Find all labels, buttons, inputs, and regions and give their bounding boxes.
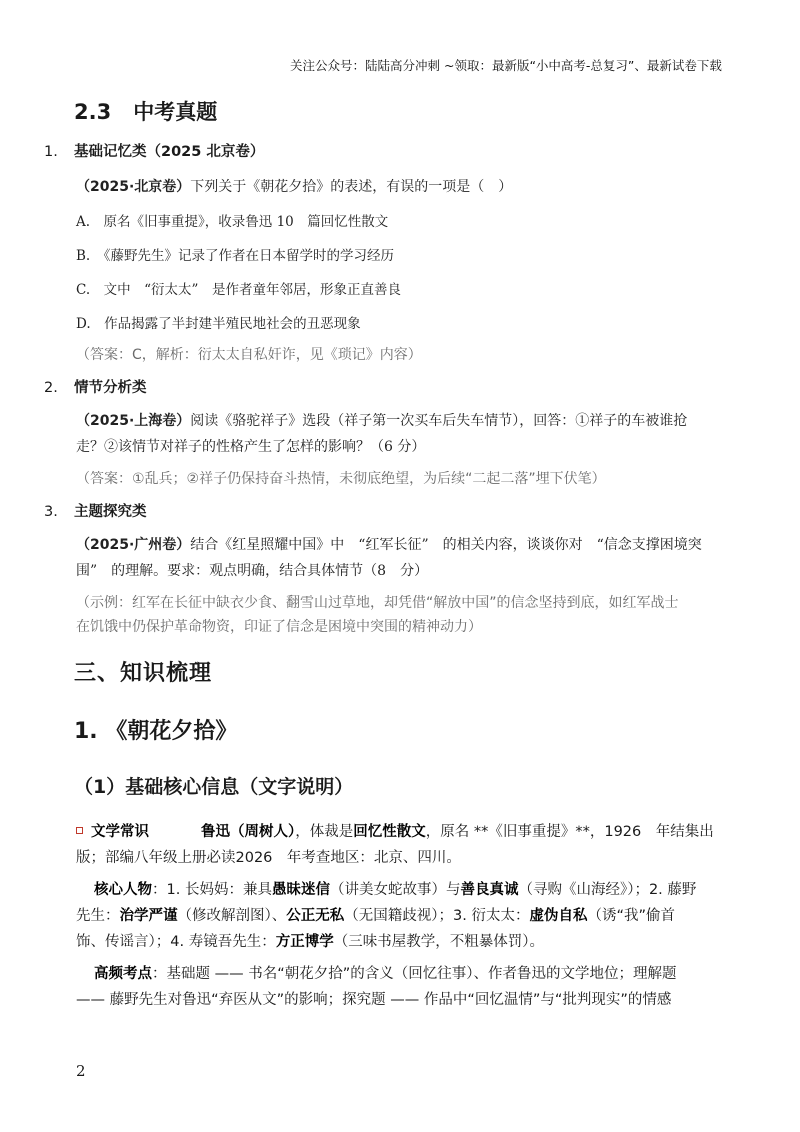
keyword: 愚昧迷信 (271, 882, 330, 898)
characters-text: （诱“我”偷首 (587, 908, 675, 924)
option-d: D. 作品揭露了半封建半殖民地社会的丑恶现象 (76, 316, 361, 332)
item-title-text: 主题探究类 (74, 504, 147, 520)
item-number: 3. (44, 504, 58, 520)
literary-text: ，原名 **《旧事重提》**，1926 年结集出 (425, 824, 714, 840)
option-b: B. 《藤野先生》记录了作者在日本留学时的学习经历 (76, 248, 394, 264)
question-text: 下列关于《朝花夕拾》的表述，有误的一项是（ ） (190, 179, 513, 195)
keyword: 善良真诚 (460, 882, 519, 898)
question-3-line-1 (76, 534, 702, 554)
characters-line-3 (76, 930, 544, 951)
book-heading: 1. 《朝花夕拾》 (74, 719, 238, 744)
characters-text: 先生： (76, 908, 120, 924)
item-number: 2. (44, 380, 58, 396)
literary-author: 鲁迅（周树人） (201, 824, 296, 840)
page-number: 2 (76, 1062, 86, 1080)
header-note: 关注公众号：陆陆高分冲刺 ~领取：最新版“小中高考-总复习”、最新试卷下载 (290, 58, 722, 73)
keyword: 公正无私 (286, 908, 345, 924)
keypoints-label: 高频考点 (94, 966, 152, 982)
question-text: 结合《红星照耀中国》中 “红军长征” 的相关内容，谈谈你对 “信念支撑困境突 (190, 537, 702, 553)
item-number: 1. (44, 144, 58, 160)
literary-label: 文学常识 (91, 824, 149, 840)
characters-text: ：1. 长妈妈：兼具 (152, 882, 272, 898)
question-1 (76, 176, 512, 196)
characters-line-1 (94, 878, 696, 899)
section-number: 2.3 (74, 100, 112, 124)
answer-3-line-1: （示例：红军在长征中缺衣少食、翻雪山过草地，却凭借“解放中国”的信念坚持到底，如红军战士 (76, 595, 679, 611)
item-2-title (44, 376, 147, 397)
literary-facts-line-2: 版；部编八年级上册必读2026 年考查地区：北京、四川。 (76, 850, 461, 866)
question-2-line-2: 走？②该情节对祥子的性格产生了怎样的影响？（6 分） (76, 439, 426, 455)
item-1-title (44, 140, 264, 161)
keyword: 虚伪自私 (529, 908, 588, 924)
section-heading-3: 三、知识梳理 (74, 661, 213, 686)
option-c: C. 文中 “衍太太” 是作者童年邻居，形象正直善良 (76, 282, 401, 298)
answer-3-line-2: 在饥饿中仍保护革命物资，印证了信念是困境中突围的精神动力） (76, 619, 482, 635)
characters-line-2 (76, 904, 675, 925)
item-title-text: 情节分析类 (74, 380, 147, 396)
item-title-text: 基础记忆类（2025 北京卷） (74, 144, 265, 160)
question-source: （2025·上海卷） (76, 413, 191, 429)
section-heading-2-3 (74, 96, 217, 126)
keyword: 治学严谨 (119, 908, 178, 924)
keypoints-line-1 (94, 962, 677, 983)
characters-text: （无国籍歧视）；3. 衍太太： (344, 908, 530, 924)
item-3-title (44, 500, 147, 521)
characters-text: （寻购《山海经》）；2. 藤野 (518, 882, 697, 898)
question-text: 阅读《骆驼祥子》选段（祥子第一次买车后失车情节），回答：①祥子的车被谁抢 (190, 413, 688, 429)
characters-text: （三味书屋教学，不粗暴体罚）。 (333, 934, 544, 950)
section-title: 中考真题 (133, 100, 218, 124)
keypoints-text: ：基础题 —— 书名“朝花夕拾”的含义（回忆往事）、作者鲁迅的文学地位；理解题 (152, 966, 677, 982)
characters-label: 核心人物 (94, 882, 152, 898)
question-3-line-2: 围” 的理解。要求：观点明确，结合具体情节（8 分） (76, 563, 429, 579)
keypoints-line-2: —— 藤野先生对鲁迅“弃医从文”的影响；探究题 —— 作品中“回忆温情”与“批判现实”的情感 (76, 992, 672, 1008)
subsection-heading: （1）基础核心信息（文字说明） (74, 776, 354, 798)
characters-text: 饰、传谣言）；4. 寿镜吾先生： (76, 934, 276, 950)
answer-1: （答案：C，解析：衍太太自私奸诈，见《琐记》内容） (76, 347, 422, 363)
option-a: A. 原名《旧事重提》，收录鲁迅 10 篇回忆性散文 (76, 214, 389, 230)
answer-2: （答案：①乱兵；②祥子仍保持奋斗热情，未彻底绝望，为后续“二起二落”埋下伏笔） (76, 471, 606, 487)
characters-text: （修改解剖图）、 (177, 908, 287, 924)
square-bullet-icon (76, 827, 83, 834)
question-source: （2025·北京卷） (76, 179, 191, 195)
literary-facts-line-1 (76, 820, 714, 841)
literary-genre: 回忆性散文 (353, 824, 426, 840)
keyword: 方正博学 (275, 934, 334, 950)
characters-text: （讲美女蛇故事）与 (329, 882, 461, 898)
question-source: （2025·广州卷） (76, 537, 191, 553)
literary-text: ，体裁是 (295, 824, 354, 840)
question-2-line-1 (76, 410, 687, 430)
